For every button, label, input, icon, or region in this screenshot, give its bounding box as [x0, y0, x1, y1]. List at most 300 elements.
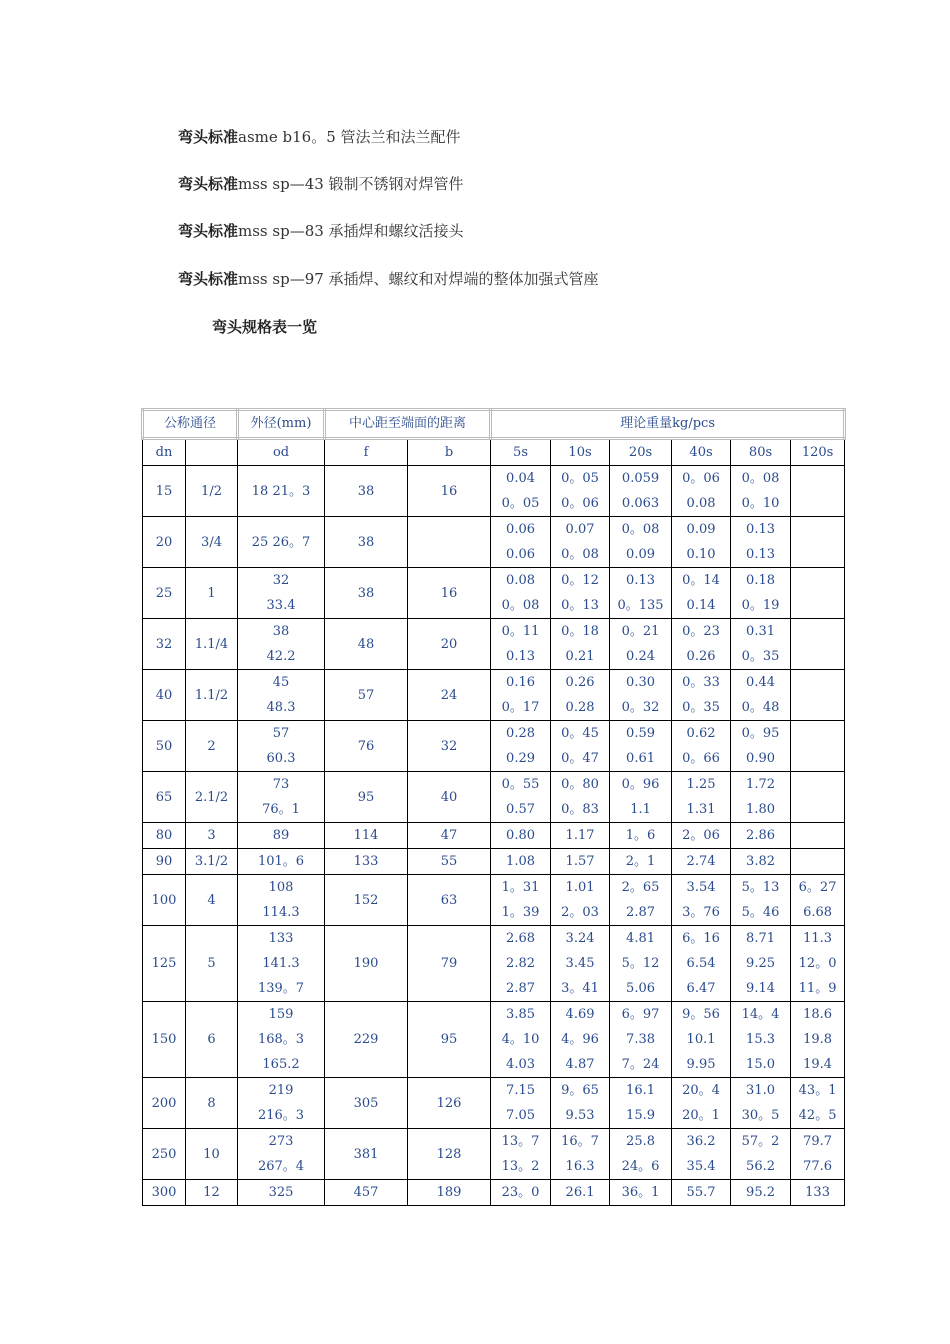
cell-line: 0。06 — [682, 471, 720, 486]
cell-line: 2.74 — [686, 854, 716, 869]
cell-line: 0.90 — [746, 751, 775, 766]
cell-line: 0。35 — [741, 649, 780, 664]
cell-w10s — [551, 849, 610, 875]
cell-od — [238, 1002, 325, 1078]
cell-b: 40 — [408, 772, 491, 823]
cell-line: 45 — [272, 675, 290, 690]
cell-od — [238, 926, 325, 1002]
cell-w120s — [791, 721, 845, 772]
cell-f: 152 — [325, 875, 408, 926]
cell-w80s — [731, 1129, 791, 1180]
cell-line: 89 — [272, 828, 290, 843]
cell-line: 77.6 — [803, 1159, 833, 1174]
cell-line: 0。48 — [741, 700, 780, 715]
cell-line: 0。21 — [621, 624, 660, 639]
cell-f: 38 — [325, 517, 408, 568]
cell-od — [238, 1129, 325, 1180]
cell-dn: 15 — [143, 466, 186, 517]
cell-w120s — [791, 619, 845, 670]
cell-b: 16 — [408, 568, 491, 619]
cell-w10s — [551, 1180, 610, 1206]
cell-w5s — [491, 517, 551, 568]
cell-line: 267。4 — [257, 1159, 305, 1174]
cell-line: 0.61 — [626, 751, 655, 766]
cell-line: 0.28 — [565, 700, 595, 715]
cell-dn: 90 — [143, 849, 186, 875]
table-header-row — [143, 410, 845, 439]
table-row — [143, 926, 845, 1002]
cell-inch: 3.1/2 — [186, 849, 238, 875]
cell-line: 1.25 — [686, 777, 716, 792]
table-row — [143, 517, 845, 568]
cell-line: 0。10 — [741, 496, 780, 511]
cell-line: 57。2 — [741, 1134, 780, 1149]
table-title: 弯头规格表一览 — [212, 318, 318, 336]
cell-w120s — [791, 1078, 845, 1129]
cell-w80s — [731, 1002, 791, 1078]
cell-line: 7.05 — [506, 1108, 535, 1123]
cell-w120s — [791, 568, 845, 619]
standard-prefix: 弯头标准 — [178, 222, 239, 240]
cell-b: 55 — [408, 849, 491, 875]
cell-w120s — [791, 466, 845, 517]
cell-line: 0.04 — [506, 471, 535, 486]
cell-line: 0.59 — [626, 726, 655, 741]
cell-w20s — [610, 823, 672, 849]
cell-dn: 300 — [143, 1180, 186, 1206]
cell-f: 190 — [325, 926, 408, 1002]
cell-line: 6。97 — [621, 1007, 660, 1022]
cell-line: 2.87 — [626, 905, 655, 920]
cell-line: 5。13 — [741, 880, 780, 895]
cell-w120s — [791, 670, 845, 721]
cell-line: 3.85 — [506, 1007, 535, 1022]
cell-line: 141.3 — [262, 956, 300, 971]
cell-w80s — [731, 568, 791, 619]
cell-line: 16。7 — [561, 1134, 599, 1149]
table-row — [143, 568, 845, 619]
cell-w10s — [551, 875, 610, 926]
cell-w20s — [610, 1078, 672, 1129]
cell-line: 9.53 — [565, 1108, 595, 1123]
cell-w20s — [610, 772, 672, 823]
cell-w120s — [791, 1180, 845, 1206]
subheader-20s: 20s — [610, 439, 672, 466]
cell-line: 8.71 — [746, 931, 775, 946]
cell-line: 6.47 — [686, 981, 716, 996]
cell-line: 3.82 — [746, 854, 775, 869]
cell-line: 60.3 — [266, 751, 296, 766]
cell-inch: 8 — [186, 1078, 238, 1129]
cell-w40s — [672, 466, 731, 517]
cell-w40s — [672, 823, 731, 849]
standard-line-2 — [178, 173, 464, 194]
cell-w40s — [672, 517, 731, 568]
cell-line: 7.15 — [506, 1083, 535, 1098]
cell-line: 2.82 — [506, 956, 535, 971]
cell-line: 168。3 — [257, 1032, 305, 1047]
cell-line: 1.80 — [746, 802, 775, 817]
cell-line: 216。3 — [257, 1108, 305, 1123]
cell-inch: 5 — [186, 926, 238, 1002]
cell-line: 6.68 — [803, 905, 833, 920]
cell-w40s — [672, 619, 731, 670]
cell-line: 0.26 — [565, 675, 595, 690]
cell-line: 0.09 — [626, 547, 655, 562]
cell-line: 0。18 — [561, 624, 599, 639]
cell-line: 219 — [268, 1083, 294, 1098]
cell-line: 35.4 — [686, 1159, 716, 1174]
cell-line: 0.13 — [626, 573, 655, 588]
subheader-b: b — [408, 439, 491, 466]
cell-line: 0.13 — [746, 547, 775, 562]
cell-line: 4。96 — [561, 1032, 599, 1047]
cell-f: 38 — [325, 466, 408, 517]
cell-line: 20。4 — [682, 1083, 720, 1098]
cell-line — [791, 530, 844, 555]
cell-w10s — [551, 1129, 610, 1180]
cell-dn: 50 — [143, 721, 186, 772]
cell-w5s — [491, 721, 551, 772]
cell-line: 0。08 — [741, 471, 780, 486]
cell-line: 2。03 — [561, 905, 599, 920]
table-row — [143, 875, 845, 926]
cell-line: 0.06 — [506, 522, 535, 537]
cell-w80s — [731, 517, 791, 568]
cell-line: 1.72 — [746, 777, 775, 792]
cell-w120s — [791, 1129, 845, 1180]
cell-line: 30。5 — [741, 1108, 780, 1123]
cell-line: 9.25 — [746, 956, 775, 971]
cell-line: 4.81 — [626, 931, 655, 946]
cell-line: 3.45 — [565, 956, 595, 971]
cell-w5s — [491, 568, 551, 619]
cell-line: 0.29 — [506, 751, 535, 766]
cell-line: 0.08 — [506, 573, 535, 588]
cell-f: 114 — [325, 823, 408, 849]
cell-w20s — [610, 849, 672, 875]
cell-line: 10.1 — [686, 1032, 716, 1047]
cell-line: 1.08 — [506, 854, 535, 869]
cell-b: 47 — [408, 823, 491, 849]
cell-line: 0.063 — [621, 496, 660, 511]
cell-od — [238, 568, 325, 619]
cell-line: 5。46 — [741, 905, 780, 920]
cell-w10s — [551, 1002, 610, 1078]
cell-f: 48 — [325, 619, 408, 670]
cell-line: 0。08 — [621, 522, 660, 537]
cell-line: 4.69 — [565, 1007, 595, 1022]
cell-w80s — [731, 875, 791, 926]
table-row — [143, 1078, 845, 1129]
cell-line: 0。66 — [682, 751, 720, 766]
cell-dn: 65 — [143, 772, 186, 823]
header-theoretical-weight: 理论重量kg/pcs — [491, 410, 845, 439]
cell-line: 2.68 — [506, 931, 535, 946]
cell-line: 38 — [272, 624, 290, 639]
cell-line: 18 21。3 — [251, 483, 311, 499]
cell-w10s — [551, 721, 610, 772]
cell-line: 0。23 — [682, 624, 720, 639]
table-row — [143, 772, 845, 823]
cell-line: 11。9 — [798, 981, 837, 996]
table-subheader-row — [143, 439, 845, 466]
cell-w120s — [791, 1002, 845, 1078]
cell-w80s — [731, 721, 791, 772]
cell-f: 133 — [325, 849, 408, 875]
table-row — [143, 1002, 845, 1078]
cell-inch: 12 — [186, 1180, 238, 1206]
cell-inch: 2 — [186, 721, 238, 772]
cell-line — [791, 581, 844, 606]
cell-b: 126 — [408, 1078, 491, 1129]
cell-w10s — [551, 1078, 610, 1129]
cell-w80s — [731, 1180, 791, 1206]
cell-line: 12。0 — [798, 956, 837, 971]
cell-line: 26.1 — [565, 1185, 595, 1200]
cell-f: 305 — [325, 1078, 408, 1129]
cell-line: 0。80 — [561, 777, 599, 792]
cell-w120s — [791, 926, 845, 1002]
cell-w120s — [791, 517, 845, 568]
header-outer-diameter: 外径(mm) — [238, 410, 325, 439]
cell-line: 114.3 — [262, 905, 300, 920]
cell-line: 0。13 — [561, 598, 599, 613]
cell-line: 0。05 — [561, 471, 599, 486]
cell-w5s — [491, 772, 551, 823]
cell-od — [238, 466, 325, 517]
cell-line: 0。95 — [741, 726, 780, 741]
cell-line: 101。6 — [257, 854, 305, 869]
cell-line: 0。17 — [501, 700, 540, 715]
cell-line: 13。2 — [501, 1159, 540, 1174]
cell-line: 43。1 — [798, 1083, 837, 1098]
cell-b: 128 — [408, 1129, 491, 1180]
cell-inch: 3/4 — [186, 517, 238, 568]
standard-text: mss sp—43 锻制不锈钢对焊管件 — [238, 175, 464, 193]
cell-line: 16.3 — [565, 1159, 595, 1174]
cell-od — [238, 823, 325, 849]
cell-w5s — [491, 1078, 551, 1129]
cell-line: 0.62 — [686, 726, 716, 741]
cell-inch: 2.1/2 — [186, 772, 238, 823]
cell-w120s — [791, 772, 845, 823]
cell-dn: 20 — [143, 517, 186, 568]
cell-line: 0.08 — [686, 496, 716, 511]
cell-line: 0。12 — [561, 573, 599, 588]
cell-w80s — [731, 1078, 791, 1129]
cell-line: 25.8 — [626, 1134, 655, 1149]
cell-line: 0。06 — [561, 496, 599, 511]
cell-line: 133 — [268, 931, 294, 946]
cell-line: 33.4 — [266, 598, 296, 613]
cell-dn: 25 — [143, 568, 186, 619]
cell-dn: 150 — [143, 1002, 186, 1078]
subheader-5s: 5s — [491, 439, 551, 466]
cell-w20s — [610, 466, 672, 517]
cell-w40s — [672, 1180, 731, 1206]
cell-w10s — [551, 568, 610, 619]
cell-line: 15.0 — [746, 1057, 775, 1072]
cell-line: 0。135 — [617, 598, 664, 613]
cell-line: 95.2 — [746, 1185, 775, 1200]
cell-w80s — [731, 670, 791, 721]
cell-line: 0.07 — [565, 522, 595, 537]
cell-line: 0.13 — [506, 649, 535, 664]
cell-b — [408, 517, 491, 568]
cell-w10s — [551, 823, 610, 849]
cell-line: 9.14 — [746, 981, 775, 996]
cell-line: 0.24 — [626, 649, 655, 664]
cell-line: 6。27 — [798, 880, 837, 895]
cell-line: 79.7 — [803, 1134, 833, 1149]
cell-line: 5。12 — [621, 956, 660, 971]
cell-line: 0.31 — [746, 624, 775, 639]
cell-line: 0.28 — [506, 726, 535, 741]
cell-b: 189 — [408, 1180, 491, 1206]
cell-od — [238, 721, 325, 772]
cell-dn: 125 — [143, 926, 186, 1002]
cell-line: 0。33 — [682, 675, 720, 690]
cell-f: 95 — [325, 772, 408, 823]
cell-line: 3。41 — [561, 981, 599, 996]
cell-line: 7.38 — [626, 1032, 655, 1047]
cell-line: 0.26 — [686, 649, 716, 664]
subheader-10s: 10s — [551, 439, 610, 466]
subheader-f: f — [325, 439, 408, 466]
cell-line: 325 — [268, 1185, 294, 1200]
cell-line — [791, 785, 844, 810]
cell-line: 0。55 — [501, 777, 540, 792]
cell-line: 0.80 — [506, 828, 535, 843]
cell-line: 0.21 — [565, 649, 595, 664]
cell-f: 457 — [325, 1180, 408, 1206]
cell-w5s — [491, 875, 551, 926]
cell-w80s — [731, 849, 791, 875]
table-row — [143, 721, 845, 772]
cell-line: 0.06 — [506, 547, 535, 562]
subheader-dn: dn — [143, 439, 186, 466]
standard-text: mss sp—83 承插焊和螺纹活接头 — [238, 222, 464, 240]
cell-b: 16 — [408, 466, 491, 517]
cell-line: 4.87 — [565, 1057, 595, 1072]
cell-line: 3.24 — [565, 931, 595, 946]
cell-line: 0。47 — [561, 751, 599, 766]
cell-line: 133 — [805, 1185, 830, 1200]
cell-line: 4。10 — [501, 1032, 540, 1047]
cell-line: 3。76 — [682, 905, 720, 920]
cell-dn: 250 — [143, 1129, 186, 1180]
cell-line — [791, 734, 844, 759]
table-row — [143, 670, 845, 721]
cell-inch: 3 — [186, 823, 238, 849]
cell-inch: 1 — [186, 568, 238, 619]
cell-w5s — [491, 466, 551, 517]
cell-w10s — [551, 466, 610, 517]
cell-od — [238, 517, 325, 568]
cell-line: 36.2 — [686, 1134, 716, 1149]
cell-line — [791, 632, 844, 657]
cell-line: 25 26。7 — [251, 534, 311, 550]
cell-line: 6。16 — [682, 931, 720, 946]
cell-line: 1.1 — [630, 802, 651, 817]
cell-line: 273 — [268, 1134, 294, 1149]
standard-text: mss sp—97 承插焊、螺纹和对焊端的整体加强式管座 — [238, 270, 599, 288]
standard-line-4 — [178, 268, 599, 289]
standard-prefix: 弯头标准 — [178, 270, 239, 288]
cell-w80s — [731, 619, 791, 670]
cell-line: 0。14 — [682, 573, 720, 588]
cell-w5s — [491, 823, 551, 849]
cell-w40s — [672, 721, 731, 772]
cell-line: 165.2 — [262, 1057, 300, 1072]
table-row — [143, 849, 845, 875]
cell-line: 0。08 — [501, 598, 540, 613]
cell-od — [238, 849, 325, 875]
cell-w10s — [551, 619, 610, 670]
cell-line: 1。31 — [501, 880, 540, 895]
cell-line: 0。35 — [682, 700, 720, 715]
cell-line: 0。19 — [741, 598, 780, 613]
cell-b: 79 — [408, 926, 491, 1002]
cell-w40s — [672, 1129, 731, 1180]
cell-line: 2。65 — [621, 880, 660, 895]
cell-line: 0.18 — [746, 573, 775, 588]
cell-line: 32 — [272, 573, 290, 588]
cell-w40s — [672, 875, 731, 926]
cell-line: 4.03 — [506, 1057, 535, 1072]
cell-line — [791, 479, 844, 504]
cell-dn: 200 — [143, 1078, 186, 1129]
cell-line: 2。1 — [625, 854, 656, 869]
subheader-120s: 120s — [791, 439, 845, 466]
cell-dn: 32 — [143, 619, 186, 670]
cell-line: 0。83 — [561, 802, 599, 817]
cell-line: 159 — [268, 1007, 294, 1022]
cell-w120s — [791, 849, 845, 875]
standard-prefix: 弯头标准 — [178, 175, 239, 193]
cell-line: 24。6 — [621, 1159, 660, 1174]
cell-od — [238, 670, 325, 721]
cell-w5s — [491, 1002, 551, 1078]
cell-w5s — [491, 1180, 551, 1206]
cell-line: 0.13 — [746, 522, 775, 537]
cell-line: 1.01 — [565, 880, 595, 895]
cell-line: 15.9 — [626, 1108, 655, 1123]
cell-line: 0.14 — [686, 598, 716, 613]
cell-inch: 4 — [186, 875, 238, 926]
cell-line: 0。05 — [501, 496, 540, 511]
table-row — [143, 466, 845, 517]
cell-inch: 1.1/4 — [186, 619, 238, 670]
cell-line: 0.30 — [626, 675, 655, 690]
cell-dn: 40 — [143, 670, 186, 721]
cell-line: 9.95 — [686, 1057, 716, 1072]
cell-w10s — [551, 772, 610, 823]
cell-line: 31.0 — [746, 1083, 775, 1098]
cell-line: 13。7 — [501, 1134, 540, 1149]
cell-line: 73 — [272, 777, 290, 792]
standard-line-3 — [178, 220, 464, 241]
cell-f: 76 — [325, 721, 408, 772]
cell-w5s — [491, 1129, 551, 1180]
cell-inch: 1.1/2 — [186, 670, 238, 721]
cell-w10s — [551, 926, 610, 1002]
cell-line: 7。24 — [621, 1057, 660, 1072]
cell-line: 1.31 — [686, 802, 716, 817]
cell-line: 57 — [272, 726, 290, 741]
subheader-inch — [186, 439, 238, 466]
